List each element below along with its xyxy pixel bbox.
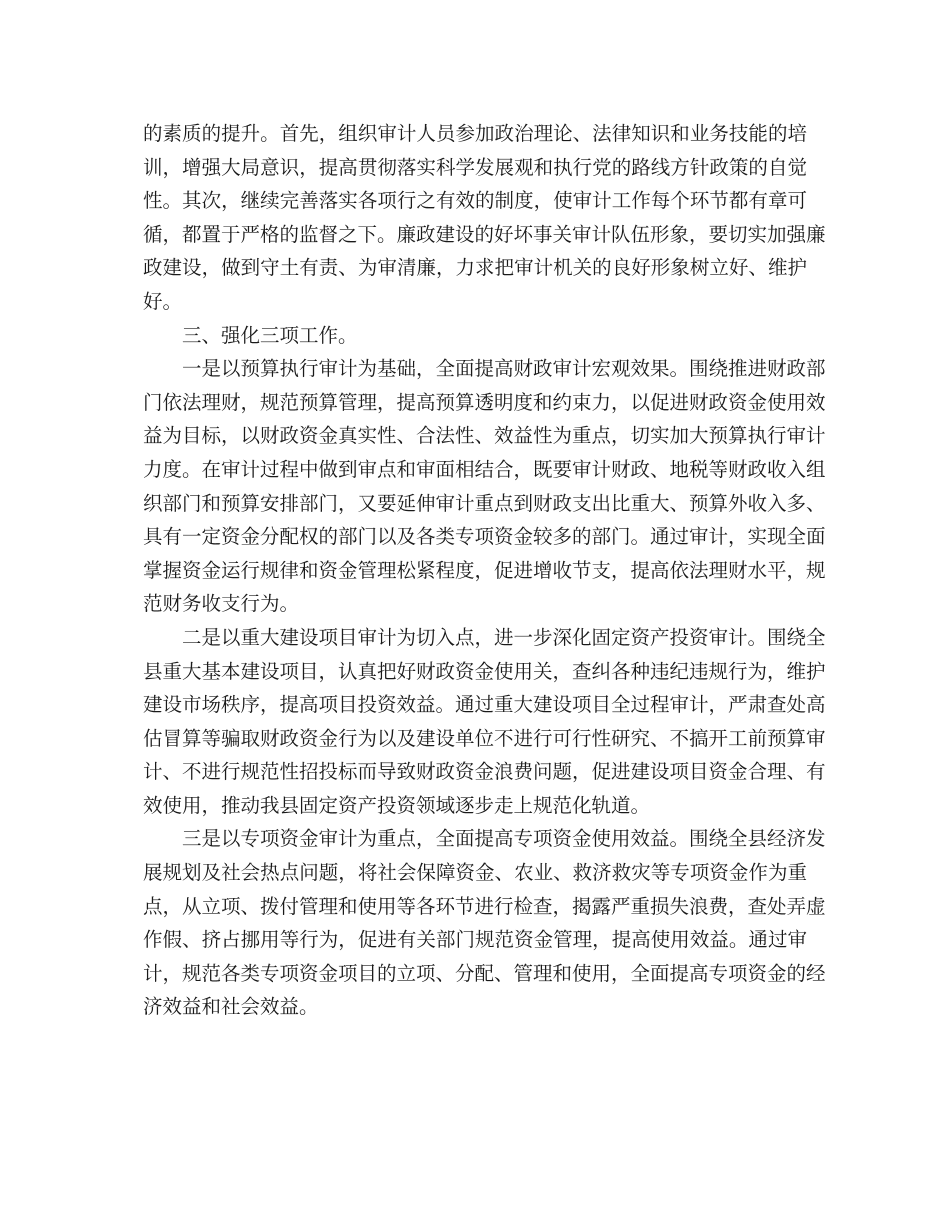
paragraph-construction-audit — [143, 621, 826, 823]
text-line: 作假、挤占挪用等行为，促进有关部门规范资金管理，提高使用效益。通过审 — [143, 928, 807, 952]
text-line: 好。 — [143, 289, 183, 313]
text-line: 性。其次，继续完善落实各项行之有效的制度，使审计工作每个环节都有章可 — [143, 189, 807, 213]
section-heading: 三、强化三项工作。 — [182, 323, 358, 347]
text-line: 效使用，推动我县固定资产投资领域逐步走上规范化轨道。 — [143, 793, 651, 817]
section-heading-three-tasks — [143, 319, 807, 353]
text-line: 政建设，做到守土有责、为审清廉，力求把审计机关的良好形象树立好、维护 — [143, 256, 807, 280]
text-line: 门依法理财，规范预算管理，提高预算透明度和约束力，以促进财政资金使用效 — [143, 390, 826, 414]
paragraph-special-funds-audit — [143, 822, 826, 1024]
text-line: 二是以重大建设项目审计为切入点，进一步深化固定资产投资审计。围绕全 — [182, 625, 826, 649]
text-line: 益为目标，以财政资金真实性、合法性、效益性为重点，切实加大预算执行审计 — [143, 424, 826, 448]
text-line: 济效益和社会效益。 — [143, 995, 319, 1019]
text-line: 的素质的提升。首先，组织审计人员参加政治理论、法律知识和业务技能的培 — [143, 122, 807, 145]
text-line: 三是以专项资金审计为重点，全面提高专项资金使用效益。围绕全县经济发 — [182, 827, 826, 851]
text-line: 织部门和预算安排部门，又要延伸审计重点到财政支出比重大、预算外收入多、 — [143, 491, 826, 515]
text-line: 点，从立项、拨付管理和使用等各环节进行检查，揭露严重损失浪费，查处弄虚 — [143, 894, 826, 918]
paragraph-auditor-quality — [143, 117, 826, 319]
text-line: 掌握资金运行规律和资金管理松紧程度，促进增收节支，提高依法理财水平，规 — [143, 558, 826, 582]
text-line: 县重大基本建设项目，认真把好财政资金使用关，查纠各种违纪违规行为，维护 — [143, 659, 826, 683]
text-line: 范财务收支行为。 — [143, 592, 300, 616]
text-line: 力度。在审计过程中做到审点和审面相结合，既要审计财政、地税等财政收入组 — [143, 457, 826, 481]
text-line: 展规划及社会热点问题，将社会保障资金、农业、救济救灾等专项资金作为重 — [143, 861, 807, 885]
text-line: 具有一定资金分配权的部门以及各类专项资金较多的部门。通过审计，实现全面 — [143, 525, 826, 549]
text-line: 循，都置于严格的监督之下。廉政建设的好坏事关审计队伍形象，要切实加强廉 — [143, 222, 826, 246]
body-text — [143, 117, 826, 1024]
text-line: 计、不进行规范性招投标而导致财政资金浪费问题，促进建设项目资金合理、有 — [143, 760, 826, 784]
text-line: 一是以预算执行审计为基础，全面提高财政审计宏观效果。围绕推进财政部 — [182, 357, 826, 381]
text-line: 估冒算等骗取财政资金行为以及建设单位不进行可行性研究、不搞开工前预算审 — [143, 726, 826, 750]
text-line: 建设市场秩序，提高项目投资效益。通过重大建设项目全过程审计，严肃查处高 — [143, 693, 826, 717]
text-line: 训，增强大局意识，提高贯彻落实科学发展观和执行党的路线方针政策的自觉 — [143, 155, 807, 179]
paragraph-budget-audit — [143, 352, 826, 621]
text-line: 计，规范各类专项资金项目的立项、分配、管理和使用，全面提高专项资金的经 — [143, 961, 826, 985]
